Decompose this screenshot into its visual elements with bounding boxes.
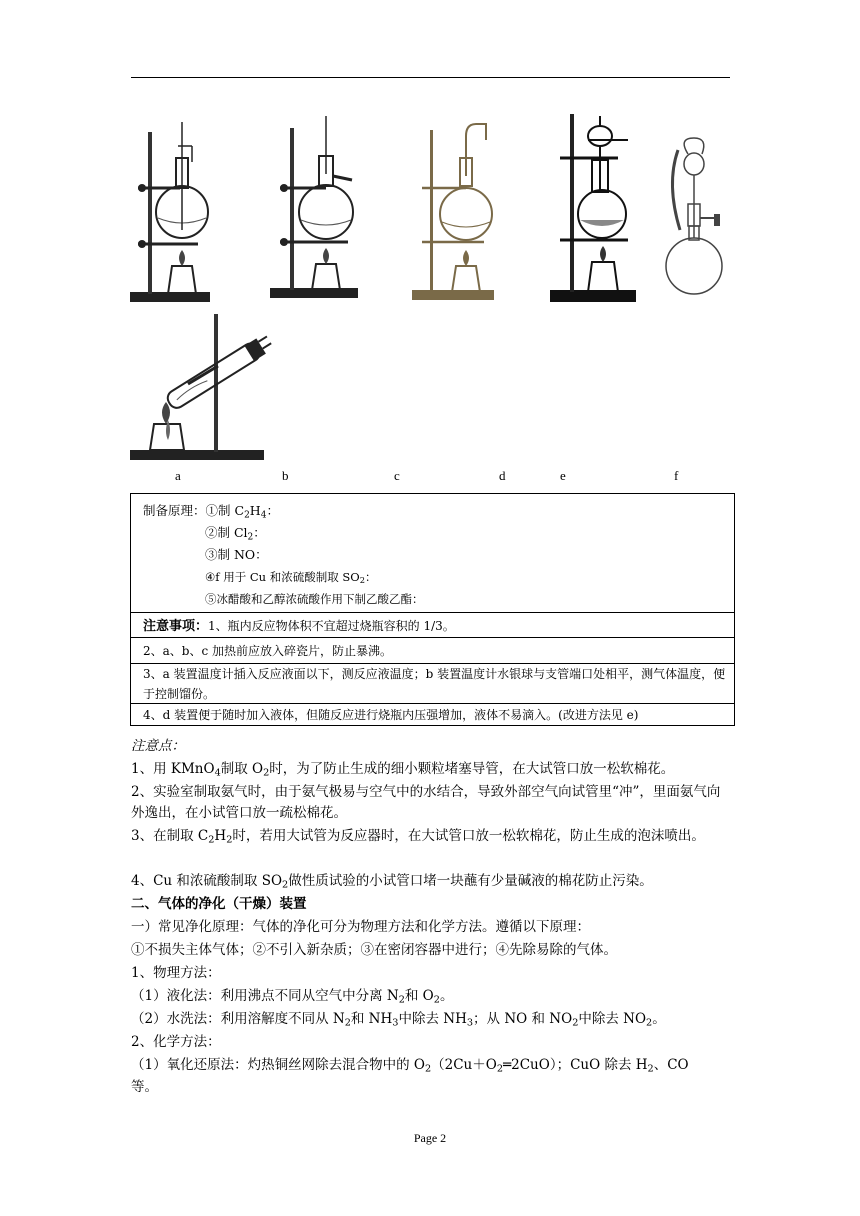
notes-label: 注意事项：: [143, 619, 209, 634]
note-point-4: 4、Cu 和浓硫酸制取 $SO_2$做性质试验的小试管口堵一块蘸有少量碱液的棉花防止污染。: [131, 873, 653, 891]
note-2: 2、a、b、c 加热前应放入碎瓷片，防止暴沸。: [143, 644, 393, 658]
note-1: 1、瓶内反应物体积不宜超过烧瓶容积的 1/3。: [208, 619, 455, 633]
figure-label-f: f: [674, 468, 679, 483]
apparatus-e-figure: [658, 134, 738, 300]
section-heading: 二、气体的净化（干燥）装置: [131, 896, 307, 912]
figure-label-d: d: [499, 468, 506, 483]
principles-box: [130, 493, 735, 726]
note-row-1: [131, 613, 734, 638]
note-point-3: 3、在制取 $C_2H_2$时，若用大试管为反应器时，在大试管口放一松软棉花，防止生成的泡沫喷出。: [131, 828, 705, 846]
purification-rules: ①不损失主体气体；②不引入新杂质；③在密闭容器中进行；④先除易除的气体。: [131, 942, 617, 958]
figure-label-a: a: [175, 468, 181, 483]
principle-line-3: ③制 NO：: [205, 547, 268, 562]
liquefaction-method: （1）液化法：利用沸点不同从空气中分离 $N_2$和 $O_2$。: [131, 988, 454, 1006]
note-3: 3、a 装置温度计插入反应液面以下，测反应液温度；b 装置温度计水银球与支管端口处相平，测气体温度，便于控制馏份。: [143, 667, 726, 701]
note-4: 4、d 装置便于随时加入液体，但随反应进行烧瓶内压强增加，液体不易滴入。(改进方法见 e): [143, 708, 639, 722]
note-point-1: 1、用 KMnO$_4$制取 $O_2$时，为了防止生成的细小颗粒堵塞导管，在大试管口放一松软棉花。: [131, 761, 675, 779]
principle-line-4: ④f 用于 Cu 和浓硫酸制取 $SO_2$：: [205, 570, 377, 586]
apparatus-a-figure: [128, 118, 214, 304]
figure-label-c: c: [394, 468, 400, 483]
note-point-2: 2、实验室制取氨气时，由于氨气极易与空气中的水结合，导致外部空气向试管里“冲”，里面氨气向外逸出，在小试管口放一疏松棉花。: [131, 784, 721, 821]
principle-line-2: ②制 $Cl_2$：: [205, 525, 266, 543]
figure-label-b: b: [282, 468, 289, 483]
physical-method-heading: 1、物理方法：: [131, 965, 221, 981]
principle-line-1: 制备原理：①制 $C_2H_4$：: [143, 503, 279, 521]
principles-section: [131, 494, 734, 613]
chemical-method-heading: 2、化学方法：: [131, 1034, 221, 1050]
redox-method: （1）氧化还原法：灼热铜丝网除去混合物中的 $O_2(2Cu+O_2═2CuO)$；CuO 除去 $H_2$、CO: [131, 1057, 689, 1075]
apparatus-b-figure: [268, 114, 364, 300]
water-wash-method: （2）水洗法：利用溶解度不同从 $N_2$和 $NH_3$中除去 $NH_3$；从 NO 和 $NO_2$中除去 $NO_2$。: [131, 1011, 666, 1029]
header-rule: [131, 77, 730, 78]
apparatus-d-figure: [548, 110, 644, 304]
note-row-4: [131, 704, 734, 726]
note-row-2: [131, 638, 734, 664]
figure-labels: [0, 468, 860, 486]
note-row-3: [131, 664, 734, 704]
notes-title: 注意点：: [131, 738, 185, 754]
page-footer: Page 2: [413, 1131, 447, 1145]
purification-principle: 一）常见净化原理：气体的净化可分为物理方法和化学方法。遵循以下原理：: [131, 919, 590, 935]
apparatus-f-figure: [128, 312, 276, 462]
apparatus-c-figure: [410, 116, 502, 302]
figure-label-e: e: [560, 468, 566, 483]
redox-method-end: 等。: [131, 1079, 158, 1095]
principle-line-5: ⑤冰醋酸和乙醇浓硫酸作用下制乙酸乙酯：: [205, 592, 424, 606]
